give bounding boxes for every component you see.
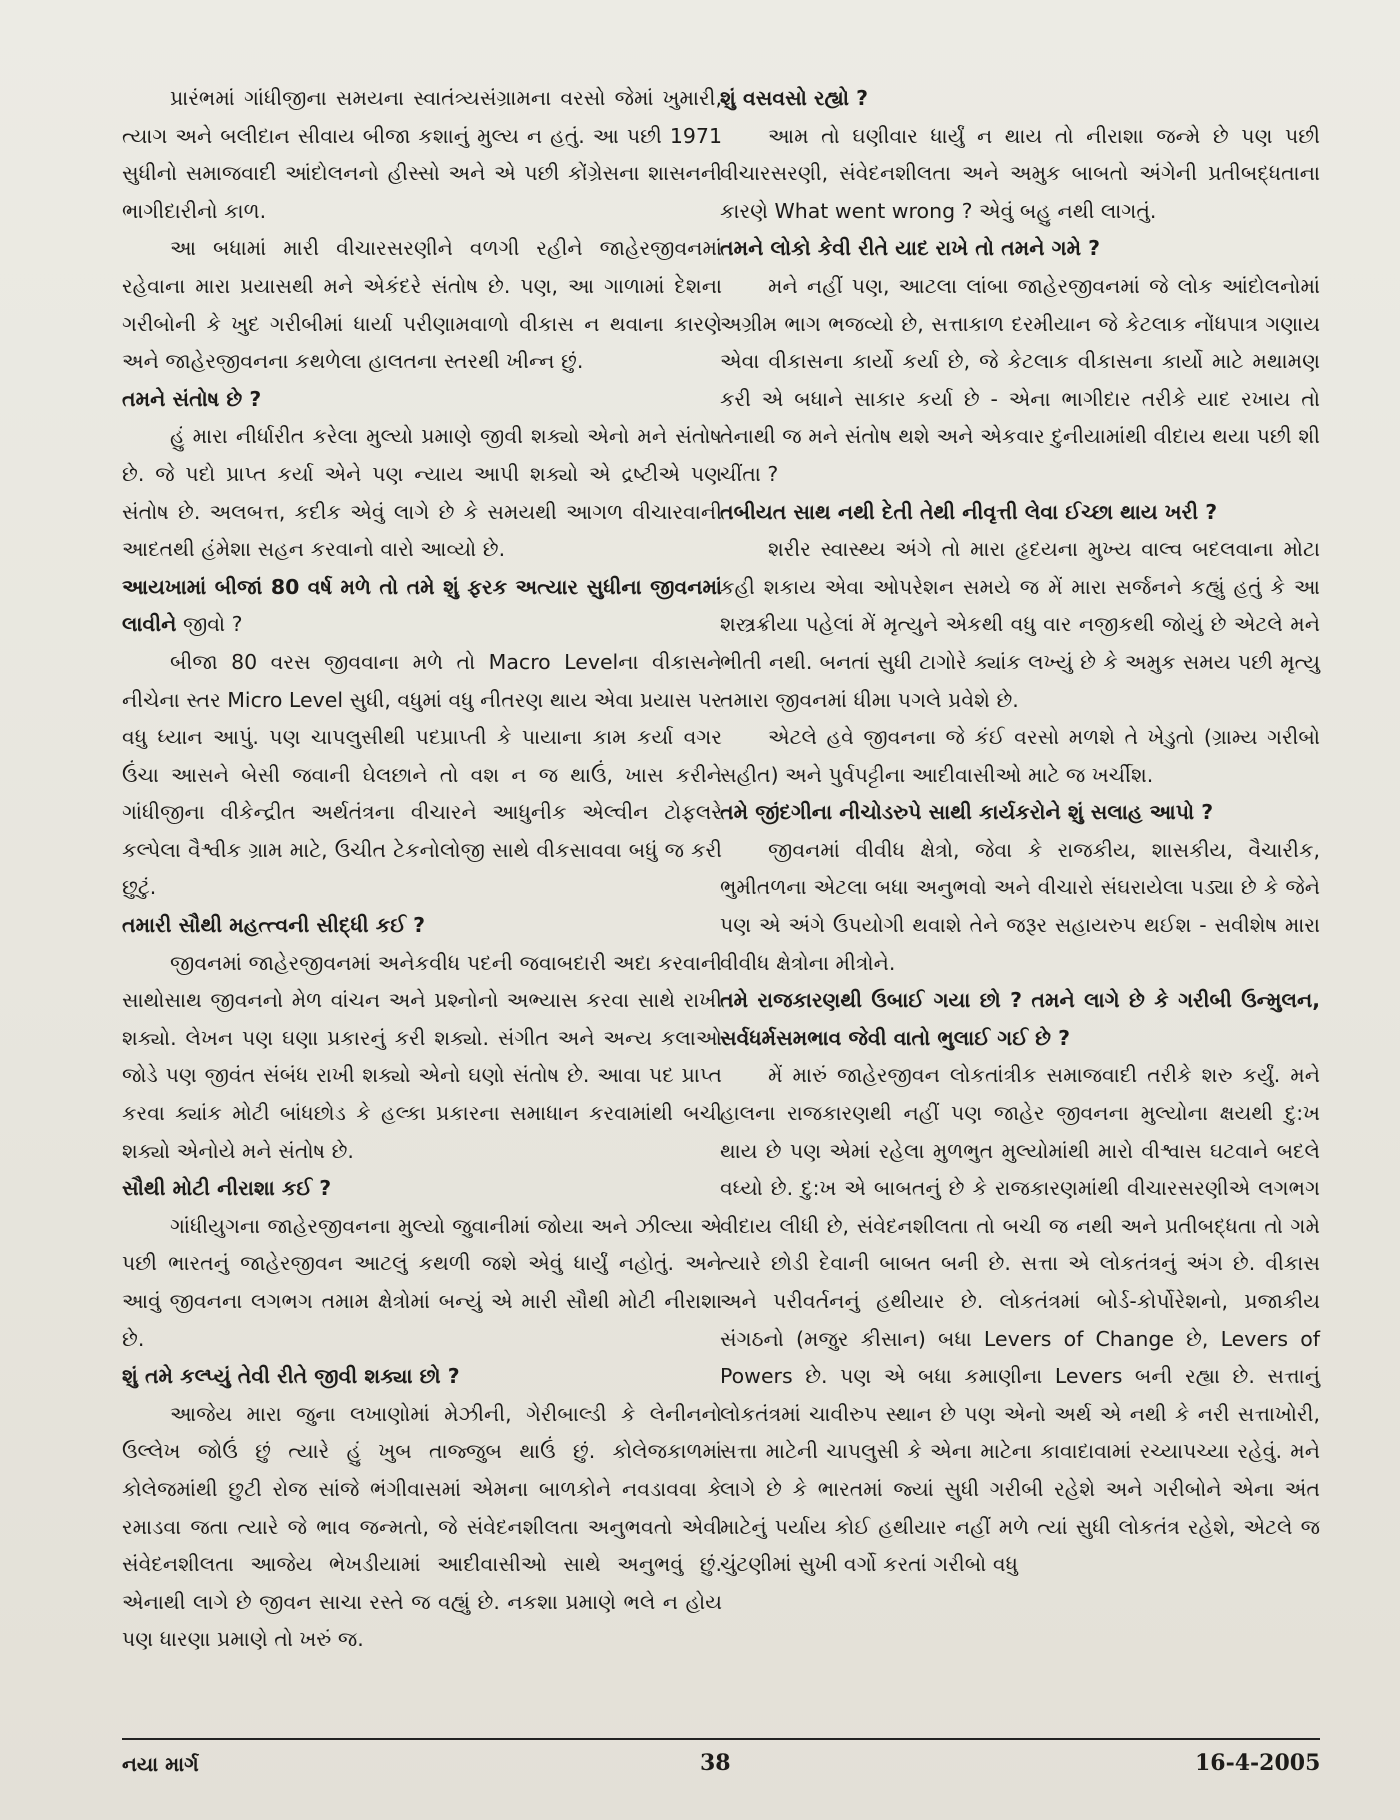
question-heading: સૌથી મોટી નીરાશા કઈ ? [122, 1176, 332, 1201]
paragraph: મેં મારું જાહેરજીવન લોકતાંત્રીક સમાજવાદી તરીકે શરુ કર્યું. મને હાલના રાજકારણથી નહીં પણ જાહેર જીવનના મુલ્યોના ક્ષયથી દુ:ખ થાય છે પણ એમાં રહેલા મુળભુત મુલ્યોમાંથી મારો વીશ્વાસ ઘટવાને બદલે વધ્યો છે. દુ:ખ એ બાબતનું છે કે રાજકારણમાંથી વીચારસરણીએ લગભગ વીદાય લીધી છે, સંવેદનશીલતા તો બચી જ નથી અને પ્રતીબદ્ધતા તો ગમે ત્યારે છોડી દેવાની બાબત બની છે. સત્તા એ લોકતંત્રનું અંગ છે. વીકાસ અને પરીવર્તનનું હથીયાર છે. લોકતંત્રમાં બોર્ડ-કોર્પોરેશનો, પ્રજાકીય સંગઠનો (મજુર કીસાન) બધા Levers of Change છે, Levers of Powers છે. પણ એ બધા કમાણીના Levers બની રહ્યા છે. સત્તાનું લોકતંત્રમાં ચાવીરુપ સ્થાન છે પણ એનો અર્થ એ નથી કે નરી સત્તાખોરી, સત્તા માટેની ચાપલુસી કે એના માટેના કાવાદાવામાં રચ્યાપચ્યા રહેવું. મને લાગે છે કે ભારતમાં જ્યાં સુધી ગરીબી રહેશે અને ગરીબોને એના અંત માટેનું પર્યાય કોઈ હથીયાર નહીં મળે ત્યાં સુધી લોકતંત્ર રહેશે, એટલે જ ચુંટણીમાં સુખી વર્ગો કરતાં ગરીબો વધુ [720, 1063, 1320, 1577]
question-heading-plain: જીવો ? [176, 612, 243, 637]
paragraph: આમ તો ઘણીવાર ધાર્યું ન થાય તો નીરાશા જન્મે છે પણ પછી વીચારસરણી, સંવેદનશીલતા અને અમુક બાબતો અંગેની પ્રતીબદ્ધતાના કારણે What went wrong ? એવું બહુ નથી લાગતું. [720, 123, 1320, 223]
paragraph: મને નહીં પણ, આટલા લાંબા જાહેરજીવનમાં જે લોક આંદોલનોમાં અગ્રીમ ભાગ ભજવ્યો છે, સત્તાકાળ દરમીયાન જે કેટલાક નોંધપાત્ર ગણાય એવા વીકાસના કાર્યો કર્યા છે, જે કેટલાક વીકાસના કાર્યો માટે મથામણ કરી એ બધાને સાકાર કર્યા છે - એના ભાગીદાર તરીકે યાદ રખાય તો તેનાથી જ મને સંતોષ થશે અને એકવાર દુનીયામાંથી વીદાય થયા પછી શી ચીંતા ? [720, 273, 1320, 486]
paragraph: બીજા 80 વરસ જીવવાના મળે તો Macro Levelના વીકાસને નીચેના સ્તર Micro Level સુધી, વધુમાં વધુ નીતરણ થાય એવા પ્રયાસ પર વધુ ધ્યાન આપું. પણ ચાપલુસીથી પદપ્રાપ્તી કે પાયાના કામ કર્યા વગર ઉંચા આસને બેસી જવાની ઘેલછાને તો વશ ન જ થાઉં, ખાસ કરીને ગાંધીજીના વીકેન્દ્રીત અર્થતંત્રના વીચારને આધુનીક એલ્વીન ટોફલરે કલ્પેલા વૈશ્વીક ગ્રામ માટે, ઉચીત ટેકનોલોજી સાથે વીકસાવવા બધું જ કરી છુટું. [122, 649, 722, 900]
question-heading: શું તમે કલ્પ્યું તેવી રીતે જીવી શક્યા છો ? [122, 1364, 460, 1389]
paragraph: ગાંધીયુગના જાહેરજીવનના મુલ્યો જુવાનીમાં જોયા અને ઝીલ્યા એ પછી ભારતનું જાહેરજીવન આટલું કથળી જશે એવું ધાર્યું નહોતું. અને આવું જીવનના લગભગ તમામ ક્ષેત્રોમાં બન્યું એ મારી સૌથી મોટી નીરાશા છે. [122, 1213, 722, 1351]
question-heading-bold: આયખામાં બીજાં 80 વર્ષ મળે તો તમે શું ફરક અત્યાર સુધીના જીવનમાં લાવીને [122, 574, 722, 637]
footer-rule [122, 1738, 1320, 1740]
magazine-name: નયા માર્ગ [122, 1752, 199, 1776]
question-heading: તમને લોકો કેવી રીતે યાદ રાખે તો તમને ગમે ? [720, 236, 1101, 261]
paragraph: જીવનમાં વીવીધ ક્ષેત્રો, જેવા કે રાજકીય, શાસકીય, વૈચારીક, ભુમીતળના એટલા બધા અનુભવો અને વીચારો સંઘરાયેલા પડ્યા છે કે જેને પણ એ અંગે ઉપયોગી થવાશે તેને જરૂર સહાયરુપ થઈશ - સવીશેષ મારા વીવીધ ક્ષેત્રોના મીત્રોને. [720, 837, 1320, 975]
question-heading: તબીયત સાથ નથી દેતી તેથી નીવૃત્તી લેવા ઈચ્છા થાય ખરી ? [720, 499, 1218, 524]
paragraph: શરીર સ્વાસ્થ્ય અંગે તો મારા હૃદયના મુખ્ય વાલ્વ બદલવાના મોટા કહી શકાય એવા ઓપરેશન સમયે જ મેં મારા સર્જનને કહ્યું હતું કે આ શસ્ત્રક્રીયા પહેલાં મેં મૃત્યુને એકથી વધુ વાર નજીકથી જોયું છે એટલે મને ભીતી નથી. બનતાં સુધી ટાગોરે ક્યાંક લખ્યું છે કે અમુક સમય પછી મૃત્યુ તમારા જીવનમાં ધીમા પગલે પ્રવેશે છે. [720, 537, 1320, 712]
paragraph: હું મારા નીર્ધારીત કરેલા મુલ્યો પ્રમાણે જીવી શક્યો એનો મને સંતોષ છે. જે પદો પ્રાપ્ત કર્યા એને પણ ન્યાય આપી શક્યો એ દ્રષ્ટીએ પણ સંતોષ છે. અલબત્ત, કદીક એવું લાગે છે કે સમયથી આગળ વીચારવાની આદતથી હંમેશા સહન કરવાનો વારો આવ્યો છે. [122, 424, 722, 562]
issue-date: 16-4-2005 [1195, 1750, 1321, 1776]
paragraph: જીવનમાં જાહેરજીવનમાં અનેકવીધ પદની જવાબદારી અદા કરવાની સાથોસાથ જીવનનો મેળ વાંચન અને પ્રશ્નોનો અભ્યાસ કરવા સાથે રાખી શક્યો. લેખન પણ ઘણા પ્રકારનું કરી શક્યો. સંગીત અને અન્ય કલાઓ જોડે પણ જીવંત સંબંધ રાખી શક્યો એનો ઘણો સંતોષ છે. આવા પદ પ્રાપ્ત કરવા ક્યાંક મોટી બાંધછોડ કે હલ્કા પ્રકારના સમાધાન કરવામાંથી બચી શક્યો એનોયે મને સંતોષ છે. [122, 950, 722, 1163]
question-heading: તમને સંતોષ છે ? [122, 386, 262, 411]
paragraph: એટલે હવે જીવનના જે કંઈ વરસો મળશે તે ખેડુતો (ગ્રામ્ય ગરીબો સહીત) અને પુર્વપટ્ટીના આદીવાસીઓ માટે જ ખર્ચીશ. [720, 725, 1320, 787]
question-heading [122, 569, 722, 644]
paragraph: પ્રારંભમાં ગાંધીજીના સમયના સ્વાતંત્ર્યસંગ્રામના વરસો જેમાં ખુમારી, ત્યાગ અને બલીદાન સીવાય બીજા કશાનું મુલ્ય ન હતું. આ પછી 1971 સુધીનો સમાજવાદી આંદોલનનો હીસ્સો અને એ પછી કોંગ્રેસના શાસનની ભાગીદારીનો કાળ. [122, 86, 722, 223]
left-column [122, 80, 722, 1659]
question-heading: તમે રાજકારણથી ઉબાઈ ગયા છો ? તમને લાગે છે કે ગરીબી ઉન્મુલન, સર્વધર્મસમભાવ જેવી વાતો ભુલાઈ ગઈ છે ? [720, 988, 1320, 1050]
paragraph: આજેય મારા જુના લખાણોમાં મેઝીની, ગેરીબાલ્ડી કે લેનીનનો ઉલ્લેખ જોઉં છું ત્યારે હું ખુબ તાજ્જુબ થાઉં છું. કોલેજકાળમાં કોલેજમાંથી છુટી રોજ સાંજે ભંગીવાસમાં એમના બાળકોને નવડાવવા કે રમાડવા જતા ત્યારે જે ભાવ જન્મતો, જે સંવેદનશીલતા અનુભવતો એવી સંવેદનશીલતા આજેય ભેખડીયામાં આદીવાસીઓ સાથે અનુભવું છું. એનાથી લાગે છે જીવન સાચા રસ્તે જ વહ્યું છે. નકશા પ્રમાણે ભલે ન હોય પણ ધારણા પ્રમાણે તો ખરું જ. [122, 1401, 722, 1652]
question-heading: તમે જીંદગીના નીચોડરુપે સાથી કાર્યકરોને શું સલાહ આપો ? [720, 800, 1214, 825]
paragraph: આ બધામાં મારી વીચારસરણીને વળગી રહીને જાહેરજીવનમાં રહેવાના મારા પ્રયાસથી મને એકંદરે સંતોષ છે. પણ, આ ગાળામાં દેશના ગરીબોની કે ખુદ ગરીબીમાં ધાર્યા પરીણામવાળો વીકાસ ન થવાના કારણે અને જાહેરજીવનના કથળેલા હાલતના સ્તરથી ખીન્ન છું. [122, 236, 722, 374]
page-number: 38 [700, 1750, 731, 1776]
right-column [720, 80, 1320, 1584]
question-heading: તમારી સૌથી મહત્ત્વની સીદ્ધી કઈ ? [122, 913, 426, 938]
question-heading: શું વસવસો રહ્યો ? [720, 86, 868, 110]
